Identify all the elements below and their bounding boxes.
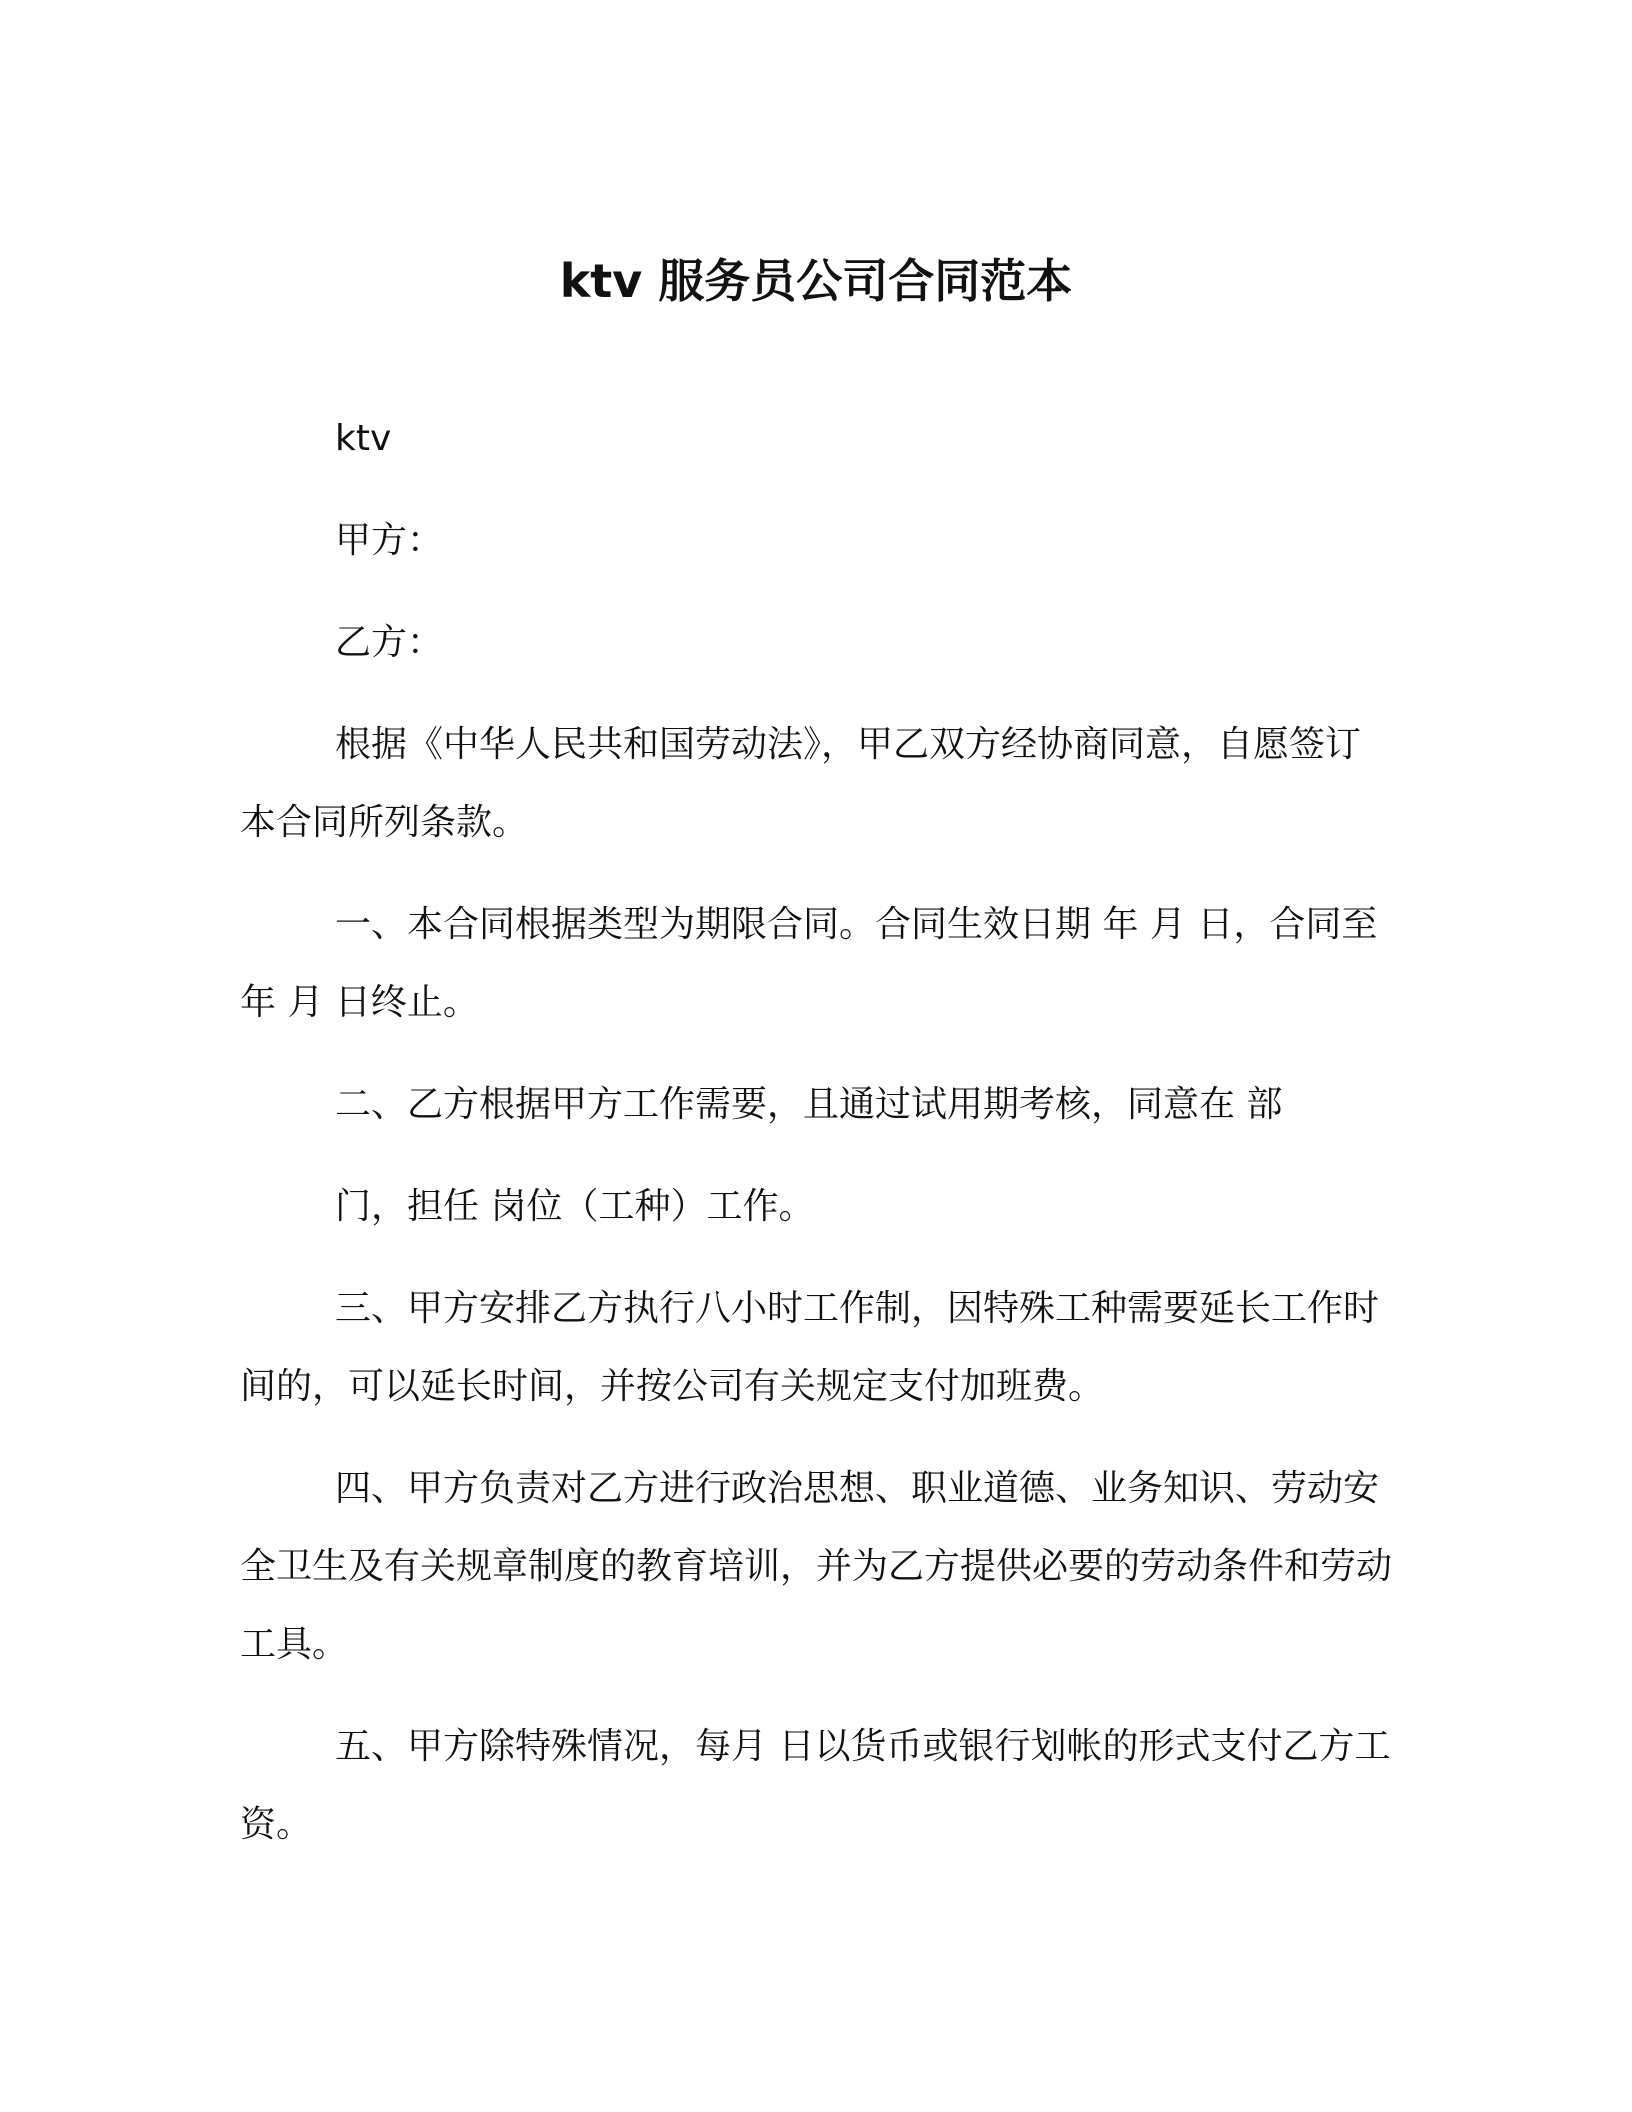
paragraph-clause-3: 三、甲方安排乙方执行八小时工作制，因特殊工种需要延长工作时间的，可以延长时间，并按公司有关规定支付加班费。 bbox=[240, 1288, 1380, 1407]
paragraph-clause-5: 五、甲方除特殊情况，每月 日以货币或银行划帐的形式支付乙方工资。 bbox=[240, 1726, 1391, 1845]
paragraph-ktv: ktv bbox=[335, 418, 392, 459]
paragraph-party-b: 乙方： bbox=[335, 622, 444, 663]
paragraph-preamble: 根据《中华人民共和国劳动法》，甲乙双方经协商同意，自愿签订本合同所列条款。 bbox=[240, 724, 1362, 843]
document-title: ktv 服务员公司合同范本 bbox=[559, 253, 1073, 308]
paragraph-clause-2: 二、乙方根据甲方工作需要，且通过试用期考核，同意在 部 bbox=[335, 1084, 1283, 1125]
document-body bbox=[240, 400, 1392, 1888]
paragraph-clause-2-cont: 门，担任 岗位（工种）工作。 bbox=[335, 1186, 815, 1227]
paragraph-party-a: 甲方： bbox=[335, 520, 444, 561]
paragraph-clause-1: 一、本合同根据类型为期限合同。合同生效日期 年 月 日，合同至 年 月 日终止。 bbox=[240, 904, 1378, 1023]
paragraph-clause-4: 四、甲方负责对乙方进行政治思想、职业道德、业务知识、劳动安全卫生及有关规章制度的教育培训，并为乙方提供必要的劳动条件和劳动工具。 bbox=[240, 1468, 1393, 1665]
